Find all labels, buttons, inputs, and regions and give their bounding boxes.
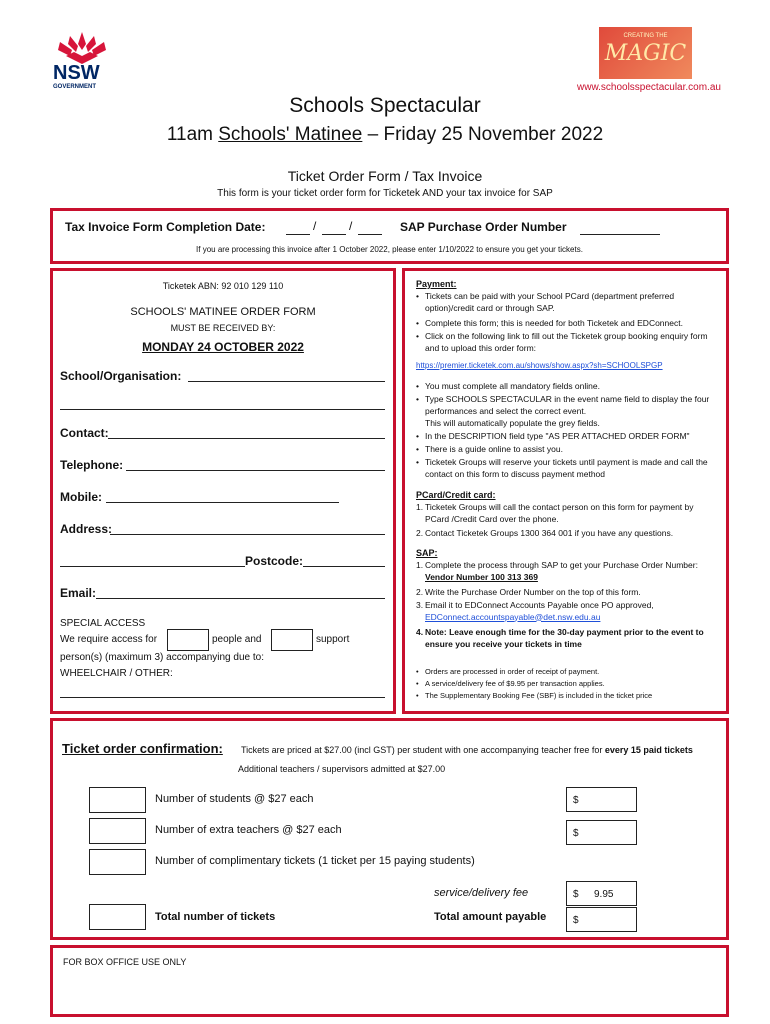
access-text-b: people and (212, 634, 262, 645)
date-day-input[interactable] (286, 234, 310, 235)
sap-item-2: 2. Write the Purchase Order Number on the top of this form. (416, 587, 641, 597)
school-input-line-2[interactable] (60, 409, 385, 410)
sap-heading: SAP: (416, 548, 438, 558)
payment-bullet-1-text: Tickets can be paid with your School PCard (department preferred option)/credit card or through SAP. (425, 291, 675, 313)
nsw-government: GOVERNMENT (53, 84, 97, 90)
address-input[interactable] (110, 534, 385, 535)
payment-note-5b-text: This will automatically populate the grey fields. (425, 418, 600, 428)
telephone-input[interactable] (126, 470, 385, 471)
mobile-input[interactable] (106, 502, 339, 503)
date-month-input[interactable] (322, 234, 346, 235)
page-title: Schools Spectacular (289, 94, 481, 117)
payment-bullet-6: • In the DESCRIPTION field type "AS PER ATTACHED ORDER FORM" (416, 431, 690, 441)
note-2: • A service/delivery fee of $9.95 per transaction applies. (416, 679, 605, 688)
total-dollar: $ (573, 915, 579, 926)
contact-input[interactable] (108, 438, 385, 439)
teachers-dollar: $ (573, 828, 579, 839)
confirmation-pricing-bold: every 15 paid tickets (604, 745, 693, 755)
magic-word: MAGIC (604, 41, 687, 66)
magic-logo (599, 27, 692, 79)
service-fee-label: service/delivery fee (434, 887, 529, 899)
contact-label: Contact: (60, 426, 109, 440)
school-input[interactable] (188, 381, 385, 382)
magic-top-text: CREATING THE (623, 33, 668, 39)
access-people-input[interactable] (167, 629, 209, 651)
completion-date-label: Tax Invoice Form Completion Date: (65, 220, 266, 234)
form-title: Ticket Order Form / Tax Invoice (287, 168, 483, 184)
confirmation-pricing-text: Tickets are priced at $27.00 (incl GST) per student with one accompanying teacher free for (241, 745, 605, 755)
mobile-label: Mobile: (60, 490, 102, 504)
payment-bullet-4-text: You must complete all mandatory fields online. (425, 381, 600, 391)
payment-bullet-5: • Type SCHOOLS SPECTACULAR in the event name field to display the four performances and select the correct event. (416, 394, 710, 416)
confirmation-pricing (241, 745, 693, 755)
payment-bullet-4: • You must complete all mandatory fields online. (416, 381, 600, 391)
payment-bullet-5-text: Type SCHOOLS SPECTACULAR in the event name field to display the four performances and select the correct event. (425, 394, 710, 416)
order-form-title: SCHOOLS' MATINEE ORDER FORM (130, 306, 316, 318)
payment-bullet-8: • Ticketek Groups will reserve your tickets until payment is made and call the contact on this form to discuss payment method (416, 457, 708, 479)
box-office-box (50, 945, 729, 1017)
access-text-d: person(s) (maximum 3) accompanying due to: (60, 652, 264, 663)
ticketek-booking-link[interactable] (416, 361, 663, 370)
sap-item-2-text: Write the Purchase Order Number on the top of this form. (425, 587, 641, 597)
postcode-label: Postcode: (245, 554, 304, 568)
sap-item-3-text: Email it to EDConnect Accounts Payable once PO approved, (425, 600, 654, 610)
date-slash-1: / (313, 219, 317, 233)
payment-bullet-6-text: In the DESCRIPTION field type "AS PER ATTACHED ORDER FORM" (425, 431, 690, 441)
teachers-amount-input[interactable] (566, 820, 637, 845)
note-3: • The Supplementary Booking Fee (SBF) is included in the ticket price (416, 691, 653, 700)
tax-invoice-box (50, 208, 729, 264)
pcard-item-1: 1. Ticketek Groups will call the contact person on this form for payment by PCard /Credit Card over the phone. (416, 502, 694, 524)
sap-item-4: 4. Note: Leave enough time for the 30-day payment prior to the event to ensure you receive your tickets in time (416, 627, 704, 649)
event-subtitle (0, 124, 770, 146)
students-amount-input[interactable] (566, 787, 637, 812)
note-2-text: A service/delivery fee of $9.95 per transaction applies. (425, 679, 605, 688)
pcard-item-2-text: Contact Ticketek Groups 1300 364 001 if you have any questions. (425, 528, 674, 538)
students-label: Number of students @ $27 each (155, 793, 314, 805)
form-subtitle: This form is your ticket order form for Ticketek AND your tax invoice for SAP (217, 188, 553, 199)
address-label: Address: (60, 522, 113, 536)
payment-bullet-3: • Click on the following link to fill out the Ticketek group booking enquiry form and to upload this order form: (416, 331, 708, 353)
edconnect-email-link[interactable]: EDConnect.accountspayable@det.nsw.edu.au (425, 611, 601, 622)
special-access-label: SPECIAL ACCESS (60, 618, 146, 629)
total-tickets-input[interactable] (89, 904, 146, 930)
wheelchair-label: WHEELCHAIR / OTHER: (60, 668, 173, 679)
tax-date-note: If you are processing this invoice after 1 October 2022, please enter 1/10/2022 to ensure you get your tickets. (196, 245, 583, 254)
payment-bullet-8-text: Ticketek Groups will reserve your tickets until payment is made and call the contact on this form to discuss payment method (425, 457, 708, 479)
note-1: • Orders are processed in order of receipt of payment. (416, 667, 600, 676)
ticketek-booking-link-text[interactable]: https://premier.ticketek.com.au/shows/show.aspx?sh=SCHOOLSPGP (416, 361, 663, 370)
payment-bullet-7: • There is a guide online to assist you. (416, 444, 563, 454)
subtitle-time: 11am (166, 124, 219, 145)
payment-bullet-1: • Tickets can be paid with your School PCard (department preferred option)/credit card or through SAP. (416, 291, 675, 313)
access-text-a: We require access for (60, 634, 158, 645)
pcard-item-2: 2. Contact Ticketek Groups 1300 364 001 if you have any questions. (416, 528, 674, 538)
total-amount-input[interactable] (566, 907, 637, 932)
access-text-c: support (316, 634, 350, 645)
date-year-input[interactable] (358, 234, 382, 235)
school-label: School/Organisation: (60, 369, 182, 383)
address-input-line-2[interactable] (60, 566, 245, 567)
wheelchair-input[interactable] (60, 697, 385, 698)
sap-po-label: SAP Purchase Order Number (400, 220, 567, 234)
date-slash-2: / (349, 219, 353, 233)
total-tickets-label: Total number of tickets (155, 911, 276, 923)
postcode-input[interactable] (303, 566, 385, 567)
vendor-number: Vendor Number 100 313 369 (425, 571, 538, 582)
telephone-label: Telephone: (60, 458, 124, 472)
sap-item-4-text: Note: Leave enough time for the 30-day payment prior to the event to ensure you receive your tickets in time (425, 627, 704, 649)
total-amount-label: Total amount payable (434, 911, 547, 923)
note-3-text: The Supplementary Booking Fee (SBF) is included in the ticket price (425, 691, 653, 700)
teachers-label: Number of extra teachers @ $27 each (155, 824, 342, 836)
nsw-word: NSW (53, 62, 100, 84)
sap-item-3: 3. Email it to EDConnect Accounts Payable once PO approved, EDConnect.accountspayable@det.nsw.edu.au (416, 600, 654, 622)
confirmation-heading: Ticket order confirmation: (62, 741, 223, 756)
complimentary-label: Number of complimentary tickets (1 ticket per 15 paying students) (155, 855, 475, 867)
payment-note-5b (425, 418, 717, 430)
payment-bullet-2-text: Complete this form; this is needed for both Ticketek and EDConnect. (425, 318, 683, 328)
nsw-logo (50, 30, 120, 92)
teachers-count-input[interactable] (89, 818, 146, 844)
fee-dollar: $ (573, 889, 579, 900)
complimentary-count-input[interactable] (89, 849, 146, 875)
email-label: Email: (60, 586, 97, 600)
payment-bullet-3-text: Click on the following link to fill out the Ticketek group booking enquiry form and to upload this order form: (425, 331, 708, 353)
confirmation-additional: Additional teachers / supervisors admitted at $27.00 (238, 764, 446, 774)
pcard-heading: PCard/Credit card: (416, 490, 496, 500)
subtitle-date: – Friday 25 November 2022 (362, 124, 604, 145)
received-by: MUST BE RECEIVED BY: (170, 323, 276, 333)
students-dollar: $ (573, 795, 579, 806)
subtitle-matinee: Schools' Matinee (218, 124, 363, 145)
sap-po-input[interactable] (580, 234, 660, 235)
payment-bullet-7-text: There is a guide online to assist you. (425, 444, 563, 454)
pcard-item-1-text: Ticketek Groups will call the contact person on this form for payment by PCard /Credit Card over the phone. (425, 502, 694, 524)
fee-value: 9.95 (594, 889, 614, 900)
waratah-icon (50, 30, 114, 66)
payment-heading: Payment: (416, 279, 457, 289)
service-fee-box (566, 881, 637, 906)
payment-bullet-2: • Complete this form; this is needed for both Ticketek and EDConnect. (416, 318, 683, 328)
website-link[interactable]: www.schoolsspectacular.com.au (577, 82, 721, 93)
sap-item-1: 1. Complete the process through SAP to get your Purchase Order Number: Vendor Number 100 313 369 (416, 560, 698, 582)
box-office-label: FOR BOX OFFICE USE ONLY (63, 957, 187, 967)
email-input[interactable] (96, 598, 385, 599)
note-1-text: Orders are processed in order of receipt of payment. (425, 667, 600, 676)
sap-item-1-text: Complete the process through SAP to get your Purchase Order Number: (425, 560, 698, 570)
deadline-date: MONDAY 24 OCTOBER 2022 (142, 340, 304, 354)
access-support-input[interactable] (271, 629, 313, 651)
ticketek-abn: Ticketek ABN: 92 010 129 110 (162, 281, 284, 291)
students-count-input[interactable] (89, 787, 146, 813)
